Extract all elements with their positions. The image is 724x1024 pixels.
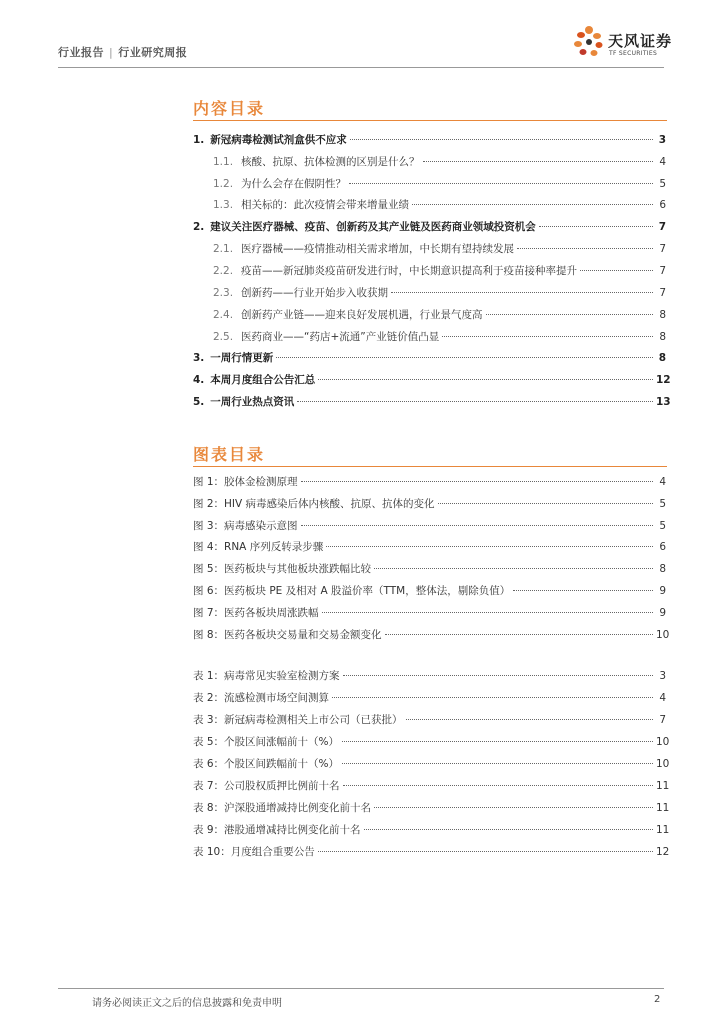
- dot-leader: [301, 481, 653, 482]
- dot-leader: [326, 546, 653, 547]
- toc-entry[interactable]: [193, 518, 666, 533]
- page-header: [0, 0, 724, 70]
- entry-page-number: 7: [659, 287, 666, 299]
- dot-leader: [374, 568, 653, 569]
- header-divider: |: [109, 46, 114, 59]
- contents-title: 内容目录: [193, 99, 266, 118]
- entry-number: 3.: [193, 352, 205, 364]
- dot-leader: [301, 525, 653, 526]
- toc-entry[interactable]: [193, 844, 670, 859]
- toc-entry[interactable]: [193, 778, 670, 793]
- dot-leader: [539, 226, 653, 227]
- entry-number: 4.: [193, 374, 205, 386]
- footer-divider-line: [58, 988, 664, 989]
- toc-entry[interactable]: [213, 154, 666, 169]
- toc-entry[interactable]: [193, 350, 666, 365]
- entry-title: 图 8：医药各板块交易量和交易金额变化: [193, 629, 382, 641]
- figures-title-underline: [193, 466, 667, 467]
- entry-page-number: 13: [656, 396, 671, 408]
- dot-leader: [486, 314, 653, 315]
- entry-number: 2.5.: [213, 331, 234, 343]
- entry-title: 表 3：新冠病毒检测相关上市公司（已获批）: [193, 714, 403, 726]
- toc-entry[interactable]: [193, 583, 666, 598]
- entry-page-number: 7: [659, 265, 666, 277]
- entry-title: 一周行情更新: [210, 352, 274, 364]
- entry-page-number: 4: [659, 156, 666, 168]
- toc-entry[interactable]: [193, 712, 666, 727]
- logo-english-name: TF SECURITIES: [609, 50, 658, 57]
- dot-leader: [342, 763, 653, 764]
- entry-title: 图 7：医药各板块周涨跌幅: [193, 607, 319, 619]
- dot-leader: [423, 161, 653, 162]
- entry-page-number: 5: [659, 498, 666, 510]
- entry-page-number: 9: [659, 585, 666, 597]
- dot-leader: [276, 357, 653, 358]
- dot-leader: [513, 590, 653, 591]
- dot-leader: [580, 270, 653, 271]
- entry-number: 1.2.: [213, 178, 234, 190]
- dot-leader: [374, 807, 653, 808]
- page-number: 2: [654, 994, 661, 1005]
- dot-leader: [350, 139, 653, 140]
- entry-page-number: 5: [659, 520, 666, 532]
- dot-leader: [406, 719, 653, 720]
- logo-chinese-name: 天风证券: [608, 32, 673, 50]
- entry-title: 表 10：月度组合重要公告: [193, 846, 315, 858]
- entry-title: 医药商业——“药店+流通”产业链价值凸显: [241, 331, 440, 343]
- toc-entry[interactable]: [213, 197, 666, 212]
- toc-entry[interactable]: [213, 176, 666, 191]
- entry-page-number: 7: [659, 714, 666, 726]
- entry-title: 创新药产业链——迎来良好发展机遇，行业景气度高: [241, 309, 483, 321]
- toc-entry[interactable]: [193, 219, 666, 234]
- toc-entry[interactable]: [193, 734, 670, 749]
- entry-page-number: 3: [659, 670, 666, 682]
- toc-entry[interactable]: [193, 372, 671, 387]
- entry-title: 核酸、抗原、抗体检测的区别是什么？: [241, 156, 420, 168]
- entry-page-number: 10: [656, 629, 670, 641]
- dot-leader: [342, 741, 653, 742]
- toc-entry[interactable]: [193, 627, 670, 642]
- entry-page-number: 12: [656, 374, 671, 386]
- toc-entry[interactable]: [213, 285, 666, 300]
- report-category: [58, 44, 187, 60]
- entry-number: 1.: [193, 134, 205, 146]
- dot-leader: [343, 675, 653, 676]
- contents-title-underline: [193, 120, 667, 121]
- entry-title: 相关标的：此次疫情会带来增量业绩: [241, 199, 410, 211]
- toc-entry[interactable]: [193, 690, 666, 705]
- dot-leader: [332, 697, 653, 698]
- entry-page-number: 3: [658, 134, 666, 146]
- entry-number: 2.3.: [213, 287, 234, 299]
- entry-page-number: 9: [659, 607, 666, 619]
- entry-number: 1.3.: [213, 199, 234, 211]
- entry-title: 疫苗——新冠肺炎疫苗研发进行时，中长期意识提高利于疫苗接种率提升: [241, 265, 578, 277]
- entry-page-number: 4: [659, 476, 666, 488]
- category-label: 行业报告: [58, 46, 104, 59]
- toc-entry[interactable]: [193, 756, 670, 771]
- header-divider-line: [58, 67, 664, 68]
- entry-title: 新冠病毒检测试剂盒供不应求: [210, 134, 347, 146]
- entry-title: 表 9：港股通增减持比例变化前十名: [193, 824, 361, 836]
- entry-title: 图 2：HIV 病毒感染后体内核酸、抗原、抗体的变化: [193, 498, 435, 510]
- dot-leader: [318, 851, 653, 852]
- dot-leader: [364, 829, 653, 830]
- entry-page-number: 11: [656, 802, 670, 814]
- toc-entry[interactable]: [193, 668, 666, 683]
- entry-number: 2.4.: [213, 309, 234, 321]
- dot-leader: [442, 336, 653, 337]
- entry-title: 为什么会存在假阴性？: [241, 178, 347, 190]
- toc-entry[interactable]: [193, 394, 671, 409]
- entry-title: 图 3：病毒感染示意图: [193, 520, 298, 532]
- entry-page-number: 12: [656, 846, 670, 858]
- entry-title: 图 6：医药板块 PE 及相对 A 股溢价率（TTM，整体法，剔除负值）: [193, 585, 511, 597]
- entry-page-number: 6: [659, 199, 666, 211]
- toc-entry[interactable]: [213, 241, 666, 256]
- toc-entry[interactable]: [193, 132, 666, 147]
- entry-title: 表 1：病毒常见实验室检测方案: [193, 670, 340, 682]
- disclaimer-text: 请务必阅读正文之后的信息披露和免责申明: [92, 998, 282, 1009]
- entry-title: 本周月度组合公告汇总: [210, 374, 316, 386]
- entry-title: 表 5：个股区间涨幅前十（%）: [193, 736, 339, 748]
- toc-entry[interactable]: [213, 329, 666, 344]
- entry-title: 建议关注医疗器械、疫苗、创新药及其产业链及医药商业领域投资机会: [210, 221, 536, 233]
- entry-title: 表 7：公司股权质押比例前十名: [193, 780, 340, 792]
- dot-leader: [412, 204, 653, 205]
- entry-page-number: 8: [659, 331, 666, 343]
- toc-entry[interactable]: [193, 800, 670, 815]
- toc-entry[interactable]: [193, 822, 670, 837]
- entry-number: 1.1.: [213, 156, 234, 168]
- dot-leader: [318, 379, 653, 380]
- entry-page-number: 10: [656, 736, 670, 748]
- entry-page-number: 8: [659, 563, 666, 575]
- entry-title: 表 6：个股区间跌幅前十（%）: [193, 758, 339, 770]
- entry-page-number: 4: [659, 692, 666, 704]
- dot-leader: [349, 183, 653, 184]
- entry-title: 表 2：流感检测市场空间测算: [193, 692, 330, 704]
- entry-number: 2.2.: [213, 265, 234, 277]
- entry-title: 创新药——行业开始步入收获期: [241, 287, 389, 299]
- dot-leader: [391, 292, 653, 293]
- company-logo: [570, 24, 680, 64]
- toc-entry[interactable]: [193, 496, 666, 511]
- entry-title: 图 1：胶体金检测原理: [193, 476, 298, 488]
- entry-number: 2.: [193, 221, 205, 233]
- entry-title: 图 4：RNA 序列反转录步骤: [193, 541, 324, 553]
- toc-entry[interactable]: [193, 605, 666, 620]
- entry-page-number: 7: [659, 243, 666, 255]
- dot-leader: [297, 401, 653, 402]
- dot-leader: [517, 248, 653, 249]
- entry-page-number: 11: [656, 824, 670, 836]
- entry-page-number: 6: [659, 541, 666, 553]
- dot-leader: [343, 785, 653, 786]
- dot-leader: [322, 612, 653, 613]
- entry-title: 图 5：医药板块与其他板块涨跌幅比较: [193, 563, 372, 575]
- entry-page-number: 8: [658, 352, 666, 364]
- toc-entry[interactable]: [193, 539, 666, 554]
- entry-page-number: 11: [656, 780, 670, 792]
- entry-title: 一周行业热点资讯: [210, 396, 295, 408]
- entry-number: 2.1.: [213, 243, 234, 255]
- entry-number: 5.: [193, 396, 205, 408]
- entry-page-number: 8: [659, 309, 666, 321]
- dot-leader: [438, 503, 653, 504]
- entry-title: 医疗器械——疫情推动相关需求增加，中长期有望持续发展: [241, 243, 515, 255]
- toc-entry[interactable]: [193, 561, 666, 576]
- entry-page-number: 7: [658, 221, 666, 233]
- figures-title: 图表目录: [193, 445, 266, 464]
- entry-title: 表 8：沪深股通增减持比例变化前十名: [193, 802, 372, 814]
- entry-page-number: 5: [659, 178, 666, 190]
- dot-leader: [385, 634, 653, 635]
- toc-entry[interactable]: [193, 474, 666, 489]
- entry-page-number: 10: [656, 758, 670, 770]
- flower-logo-icon: [570, 24, 606, 62]
- toc-entry[interactable]: [213, 263, 666, 278]
- toc-entry[interactable]: [213, 307, 666, 322]
- subcategory-label: 行业研究周报: [118, 46, 188, 59]
